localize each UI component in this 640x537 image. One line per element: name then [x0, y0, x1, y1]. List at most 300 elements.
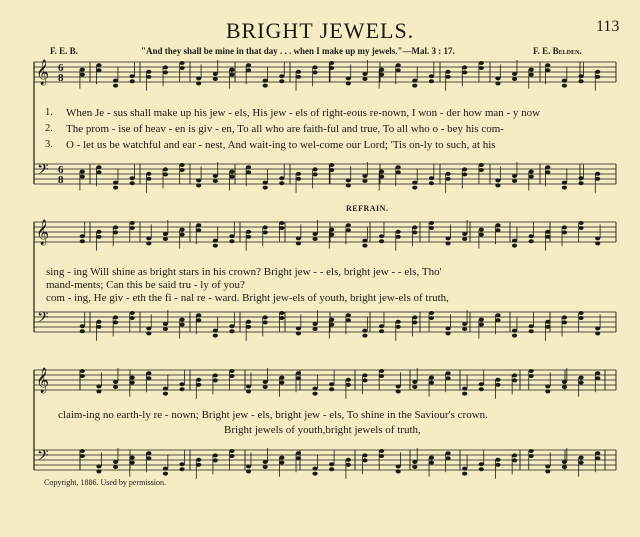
bass-1-note [279, 181, 284, 185]
treble-1-note [96, 68, 101, 72]
bass-1-note [529, 175, 534, 179]
treble-3-note [362, 378, 367, 382]
bass-3-note [163, 472, 168, 476]
treble-1-note [346, 81, 351, 85]
treble-1-note [80, 68, 85, 72]
bass-2-note [396, 320, 401, 324]
bass-1-note [312, 167, 317, 171]
bass-2-note [379, 324, 384, 328]
treble-2-note [562, 225, 567, 229]
treble-3-note [512, 378, 517, 382]
bass-3-note [396, 464, 401, 468]
bass-3-note [229, 449, 234, 453]
bass-1-note [263, 181, 268, 185]
bass-1-note [545, 165, 550, 169]
bass-2-note [312, 327, 317, 331]
treble-1-note [130, 74, 135, 78]
treble-1-note [113, 79, 118, 83]
treble-1-note [263, 79, 268, 83]
bass-1-note [562, 181, 567, 185]
bass-2-note [329, 323, 334, 327]
treble-1-note [578, 74, 583, 78]
treble-1-note [445, 70, 450, 74]
bass-2-note [595, 326, 600, 330]
bass-clef-icon: 𝄢 [37, 309, 49, 330]
bass-3-note [246, 464, 251, 468]
bass-2-note [213, 329, 218, 333]
bass-2-note [462, 322, 467, 326]
bass-2-note [196, 318, 201, 322]
bass-3-note [279, 456, 284, 460]
bass-2-note [263, 315, 268, 319]
treble-1-note [312, 65, 317, 69]
time-signature-bottom-1: 8 [58, 72, 64, 84]
treble-2-note [495, 228, 500, 232]
bass-2-note [113, 320, 118, 324]
bass-2-note [412, 320, 417, 324]
treble-1-note [595, 75, 600, 79]
treble-2-note [146, 241, 151, 245]
bass-2-note [479, 323, 484, 327]
bass-2-note [495, 318, 500, 322]
treble-3-note [263, 385, 268, 389]
treble-3-note [479, 387, 484, 391]
treble-3-note [445, 371, 450, 375]
treble-1-note [179, 61, 184, 65]
treble-3-note [379, 374, 384, 378]
bass-1-note [279, 176, 284, 180]
treble-2-note [429, 221, 434, 225]
treble-2-note [529, 239, 534, 243]
treble-2-note [429, 226, 434, 230]
treble-3-note [213, 373, 218, 377]
bass-3-note [379, 454, 384, 458]
treble-3-note [213, 378, 218, 382]
treble-2-note [512, 244, 517, 248]
bass-3-note [229, 454, 234, 458]
treble-2-note [229, 239, 234, 243]
bass-1-note [80, 175, 85, 179]
bass-clef-icon: 𝄢 [37, 161, 49, 182]
treble-3-note [512, 373, 517, 377]
bass-2-note [495, 313, 500, 317]
treble-2-note [196, 223, 201, 227]
treble-3-note [179, 382, 184, 386]
composer-name: F. E. Belden. [533, 46, 582, 56]
verse-2-line-1: The prom - ise of heav - en is giv - en, To all who are faith-ful and true, To all who o - bey his com- [66, 123, 504, 135]
treble-2-note [80, 234, 85, 238]
treble-2-note [529, 234, 534, 238]
treble-1-note [379, 73, 384, 77]
bass-1-note [512, 179, 517, 183]
treble-1-note [512, 72, 517, 76]
treble-2-note [113, 230, 118, 234]
bass-1-note [96, 165, 101, 169]
treble-1-note [312, 70, 317, 74]
treble-3-note [429, 376, 434, 380]
bass-3-note [445, 451, 450, 455]
bass-2-note [130, 311, 135, 315]
bass-3-note [296, 451, 301, 455]
treble-2-note [329, 233, 334, 237]
bass-2-note [545, 325, 550, 329]
bass-2-note [329, 318, 334, 322]
treble-clef-icon: 𝄞 [36, 220, 50, 245]
treble-2-note [312, 237, 317, 241]
treble-2-note [595, 241, 600, 245]
bass-1-note [80, 170, 85, 174]
treble-1-note [545, 63, 550, 67]
bass-2-note [529, 329, 534, 333]
bass-2-note [545, 320, 550, 324]
verse-2-number: 2. [45, 123, 53, 134]
treble-2-note [479, 228, 484, 232]
bass-1-note [362, 174, 367, 178]
treble-3-note [279, 376, 284, 380]
bass-3-note [80, 454, 85, 458]
treble-3-note [329, 382, 334, 386]
bass-3-note [545, 464, 550, 468]
bass-1-note [113, 181, 118, 185]
bass-1-note [362, 179, 367, 183]
bass-1-note [146, 177, 151, 181]
verse-3-line-2: com - ing, He giv - eth the fi - nal re - ward. Bright jew-els of youth, bright jew-els of truth, [46, 292, 449, 304]
treble-1-note [179, 66, 184, 70]
treble-2-note [296, 236, 301, 240]
bass-1-note [246, 170, 251, 174]
bass-2-note [130, 316, 135, 320]
treble-1-note [462, 65, 467, 69]
treble-2-note [379, 234, 384, 238]
treble-1-note [229, 68, 234, 72]
treble-2-note [163, 232, 168, 236]
bass-1-note [163, 172, 168, 176]
treble-2-note [362, 244, 367, 248]
bass-1-note [412, 186, 417, 190]
treble-2-note [246, 230, 251, 234]
treble-2-note [379, 239, 384, 243]
bass-2-note [362, 329, 367, 333]
bass-3-note [362, 453, 367, 457]
treble-3-note [312, 387, 317, 391]
treble-3-note [529, 369, 534, 373]
treble-2-note [545, 235, 550, 239]
treble-3-note [595, 371, 600, 375]
treble-1-note [146, 75, 151, 79]
treble-2-note [263, 225, 268, 229]
treble-clef-icon: 𝄞 [36, 368, 50, 393]
bass-2-note [229, 329, 234, 333]
treble-2-note [578, 226, 583, 230]
bass-3-note [196, 458, 201, 462]
treble-3-note [479, 382, 484, 386]
bass-1-note [296, 177, 301, 181]
treble-3-note [196, 378, 201, 382]
bass-1-note [429, 176, 434, 180]
treble-2-note [296, 241, 301, 245]
treble-3-note [196, 383, 201, 387]
bass-2-note [279, 316, 284, 320]
bass-3-note [462, 472, 467, 476]
bass-3-note [80, 449, 85, 453]
treble-3-note [146, 371, 151, 375]
treble-1-note [213, 77, 218, 81]
bass-2-note [379, 329, 384, 333]
treble-2-note [562, 230, 567, 234]
treble-3-note [296, 376, 301, 380]
bass-3-note [163, 467, 168, 471]
bass-2-note [229, 324, 234, 328]
treble-2-note [96, 235, 101, 239]
treble-1-note [379, 68, 384, 72]
treble-2-note [279, 226, 284, 230]
bass-2-note [445, 326, 450, 330]
bass-1-note [479, 168, 484, 172]
bass-1-note [130, 181, 135, 185]
treble-1-note [296, 70, 301, 74]
treble-2-note [146, 236, 151, 240]
treble-clef-icon: 𝄞 [36, 60, 50, 85]
bass-3-note [196, 463, 201, 467]
bass-1-note [113, 186, 118, 190]
treble-3-note [429, 381, 434, 385]
bass-3-note [179, 467, 184, 471]
treble-3-note [246, 384, 251, 388]
treble-1-note [529, 68, 534, 72]
bass-1-note [495, 178, 500, 182]
treble-1-note [279, 74, 284, 78]
treble-3-note [246, 389, 251, 393]
bass-2-note [246, 320, 251, 324]
treble-2-note [578, 221, 583, 225]
treble-2-note [445, 241, 450, 245]
bass-2-note [578, 311, 583, 315]
treble-2-note [412, 230, 417, 234]
treble-3-note [578, 381, 583, 385]
bass-3-note [312, 467, 317, 471]
treble-1-note [163, 70, 168, 74]
treble-3-note [130, 381, 135, 385]
treble-2-note [495, 223, 500, 227]
bass-1-note [346, 183, 351, 187]
bass-2-note [529, 324, 534, 328]
treble-3-note [462, 387, 467, 391]
treble-1-note [495, 81, 500, 85]
treble-1-note [329, 61, 334, 65]
treble-3-note [163, 392, 168, 396]
treble-3-note [396, 389, 401, 393]
treble-1-note [512, 77, 517, 81]
bass-2-note [578, 316, 583, 320]
treble-3-note [412, 385, 417, 389]
treble-1-note [96, 63, 101, 67]
bass-3-note [512, 458, 517, 462]
treble-1-note [213, 72, 218, 76]
bass-3-note [113, 465, 118, 469]
bass-3-note [113, 460, 118, 464]
treble-3-note [445, 376, 450, 380]
bass-3-note [495, 463, 500, 467]
bass-1-note [429, 181, 434, 185]
bass-1-note [130, 176, 135, 180]
copyright-notice: Copyright, 1886. Used by permission. [44, 478, 166, 487]
treble-2-note [445, 236, 450, 240]
treble-1-note [562, 79, 567, 83]
bass-2-note [279, 311, 284, 315]
treble-2-note [462, 237, 467, 241]
bass-3-note [545, 469, 550, 473]
bass-1-note [346, 178, 351, 182]
treble-3-note [529, 374, 534, 378]
treble-3-note [130, 376, 135, 380]
bass-3-note [279, 461, 284, 465]
bass-2-note [362, 334, 367, 338]
treble-1-note [329, 66, 334, 70]
treble-3-note [96, 384, 101, 388]
treble-1-note [246, 63, 251, 67]
bass-2-note [179, 318, 184, 322]
bass-clef-icon: 𝄢 [37, 447, 49, 468]
verse-1-line-2: sing - ing Will shine as bright stars in his crown? Bright jew - - els, bright jew - - els, Tho' [46, 266, 442, 278]
bass-1-note [246, 165, 251, 169]
treble-3-note [578, 376, 583, 380]
bass-2-note [80, 324, 85, 328]
bass-3-note [595, 451, 600, 455]
treble-3-note [362, 373, 367, 377]
treble-1-note [362, 72, 367, 76]
bass-3-note [578, 456, 583, 460]
refrain-label: REFRAIN. [346, 204, 389, 213]
bass-1-note [529, 170, 534, 174]
lyricist-initials: F. E. B. [50, 46, 78, 56]
bass-3-note [213, 458, 218, 462]
treble-3-note [379, 369, 384, 373]
treble-1-note [80, 73, 85, 77]
bass-3-note [346, 458, 351, 462]
bass-2-note [429, 311, 434, 315]
treble-3-note [96, 389, 101, 393]
bass-3-note [462, 467, 467, 471]
refrain-line-2: Bright jewels of youth,bright jewels of truth, [224, 424, 421, 436]
bass-3-note [445, 456, 450, 460]
bass-3-note [329, 462, 334, 466]
bass-3-note [362, 458, 367, 462]
treble-1-note [462, 70, 467, 74]
treble-1-note [279, 79, 284, 83]
bass-1-note [263, 186, 268, 190]
bass-3-note [562, 460, 567, 464]
treble-3-note [229, 374, 234, 378]
bass-3-note [96, 464, 101, 468]
bass-3-note [246, 469, 251, 473]
bass-2-note [163, 322, 168, 326]
treble-2-note [246, 235, 251, 239]
treble-2-note [312, 232, 317, 236]
treble-1-note [545, 68, 550, 72]
treble-2-note [130, 221, 135, 225]
bass-3-note [379, 449, 384, 453]
treble-3-note [113, 385, 118, 389]
treble-2-note [346, 223, 351, 227]
treble-3-note [263, 380, 268, 384]
treble-1-note [495, 76, 500, 80]
bass-2-note [113, 315, 118, 319]
treble-3-note [562, 385, 567, 389]
bass-3-note [529, 449, 534, 453]
time-signature-top-2: 6 [58, 164, 64, 176]
treble-2-note [213, 239, 218, 243]
time-signature-top-1: 6 [58, 62, 64, 74]
bass-1-note [196, 178, 201, 182]
bass-1-note [329, 168, 334, 172]
treble-3-note [495, 378, 500, 382]
bass-1-note [462, 167, 467, 171]
refrain-line-1: claim-ing no earth-ly re - nown; Bright jew - els, bright jew - els, To shine in the Saviour's crown. [58, 409, 488, 421]
treble-2-note [412, 225, 417, 229]
treble-1-note [479, 61, 484, 65]
treble-2-note [196, 228, 201, 232]
treble-3-note [495, 383, 500, 387]
treble-1-note [445, 75, 450, 79]
treble-3-note [412, 380, 417, 384]
treble-1-note [362, 77, 367, 81]
bass-3-note [529, 454, 534, 458]
bass-2-note [562, 320, 567, 324]
bass-1-note [545, 170, 550, 174]
bass-2-note [346, 313, 351, 317]
treble-1-note [412, 84, 417, 88]
bass-2-note [595, 331, 600, 335]
bass-1-note [562, 186, 567, 190]
treble-3-note [296, 371, 301, 375]
bass-3-note [595, 456, 600, 460]
bass-2-note [96, 325, 101, 329]
verse-2-line-2: mand-ments; Can this be said tru - ly of you? [46, 279, 245, 291]
bass-1-note [329, 163, 334, 167]
treble-2-note [329, 228, 334, 232]
treble-3-note [545, 389, 550, 393]
bass-1-note [396, 165, 401, 169]
treble-3-note [545, 384, 550, 388]
treble-2-note [113, 225, 118, 229]
bass-2-note [179, 323, 184, 327]
time-signature-bottom-2: 8 [58, 174, 64, 186]
bass-1-note [96, 170, 101, 174]
treble-3-note [462, 392, 467, 396]
bass-2-note [146, 326, 151, 330]
bass-1-note [229, 175, 234, 179]
treble-3-note [80, 374, 85, 378]
treble-3-note [562, 380, 567, 384]
verse-1-number: 1. [45, 107, 53, 118]
bass-1-note [512, 174, 517, 178]
bass-3-note [130, 461, 135, 465]
bass-2-note [80, 329, 85, 333]
bass-2-note [312, 322, 317, 326]
treble-2-note [545, 230, 550, 234]
treble-2-note [362, 239, 367, 243]
bass-3-note [263, 465, 268, 469]
bass-3-note [412, 465, 417, 469]
treble-1-note [396, 63, 401, 67]
treble-2-note [130, 226, 135, 230]
bass-3-note [578, 461, 583, 465]
bass-3-note [512, 453, 517, 457]
bass-3-note [495, 458, 500, 462]
treble-1-note [246, 68, 251, 72]
treble-1-note [595, 70, 600, 74]
treble-3-note [595, 376, 600, 380]
